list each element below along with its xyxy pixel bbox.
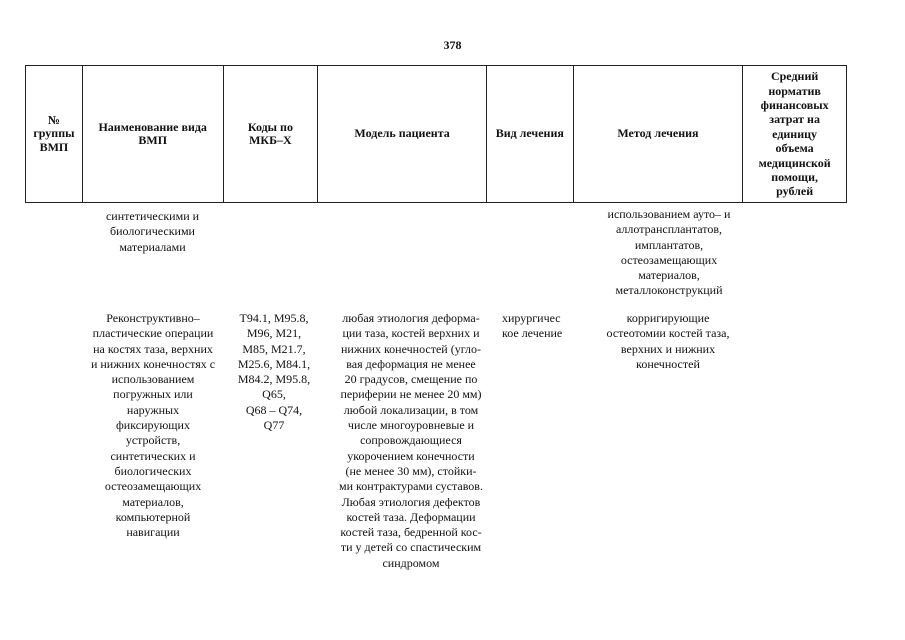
row-treatment-method: корригирующие остеотомии костей таза, верхних и нижних конечностей bbox=[606, 311, 730, 371]
header-icd-codes: Коды по МКБ–Х bbox=[224, 66, 319, 202]
continuation-vmp-name: синтетическими и биологическими материалами bbox=[105, 209, 200, 254]
header-vmp-name: Наименование вида ВМП bbox=[83, 66, 224, 202]
header-treatment-type: Вид лечения bbox=[487, 66, 574, 202]
header-group-number: № группы ВМП bbox=[26, 66, 83, 202]
header-patient-model: Модель пациента bbox=[318, 66, 487, 202]
row-vmp-name: Реконструктивно– пластические операции на костях таза, верхних и нижних конечностях с использованием погружных или наружных фиксирующих устройств, синтетических и биологических остеозамещающих материалов, компьютерной навигации bbox=[90, 311, 216, 540]
row-icd-codes: T94.1, M95.8, M96, M21, M85, M21.7, M25.6, M84.1, M84.2, M95.8, Q65, Q68 – Q74, Q77 bbox=[237, 311, 311, 433]
header-treatment-method: Метод лечения bbox=[574, 66, 744, 202]
table-header bbox=[25, 65, 847, 203]
row-patient-model: любая этиология деформа- ции таза, костей верхних и нижних конечностей (угло- вая деформация не менее 20 градусов, смещение по периферии не менее 20 мм) любой локализации, в том числе многоуровневые и сопровождающиеся укорочением конечности (не менее 30 мм), стойки- ми контрактурами суставов. Любая этиология дефектов костей таза. Деформации костей таза, бедренной кос- ти у детей со спастическим синдромом bbox=[339, 311, 483, 570]
header-cost-norm: Средний норматив финансовых затрат на единицу объема медицинской помощи, рублей bbox=[758, 69, 831, 199]
row-treatment-type: хирургичес кое лечение bbox=[502, 311, 563, 341]
page-number: 378 bbox=[443, 38, 462, 52]
continuation-treatment-method: использованием ауто– и аллотрансплантатов, имплантатов, остеозамещающих материалов, металлоконструкций bbox=[607, 207, 731, 298]
